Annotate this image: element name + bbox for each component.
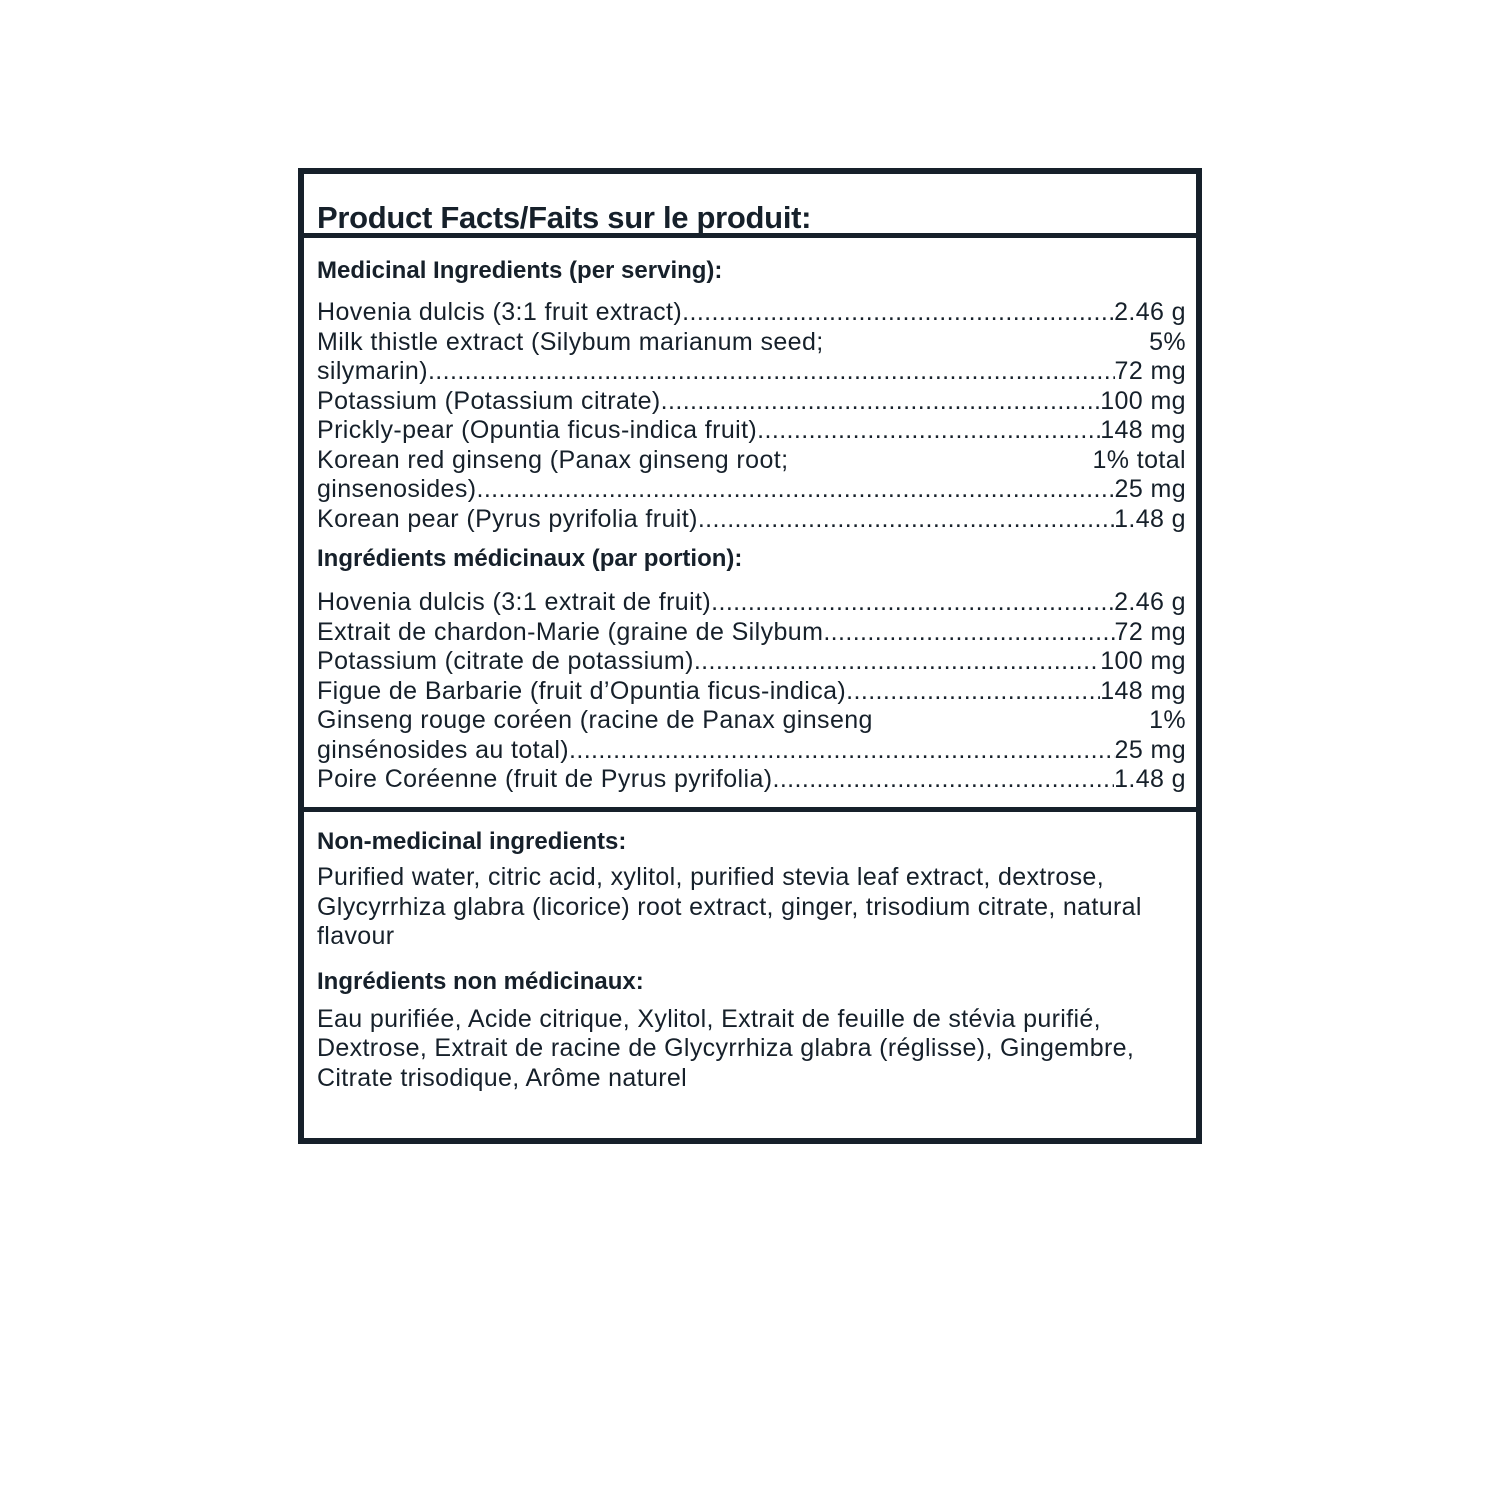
ingredient-amount: 72 mg: [1114, 357, 1186, 385]
leader-dots: [757, 416, 1100, 446]
ingredient-name: Hovenia dulcis (3:1 extrait de fruit): [317, 588, 712, 616]
title-bar: [304, 174, 1196, 238]
medicinal-heading-fr: Ingrédients médicinaux (par portion):: [317, 545, 743, 572]
ingredient-row: [317, 618, 1186, 648]
leader-dots: [694, 647, 1100, 677]
ingredient-amount: 2.46 g: [1114, 298, 1186, 326]
ingredient-name: Extrait de chardon-Marie (graine de Silybum: [317, 617, 824, 646]
panel-title: Product Facts/Faits sur le produit:: [317, 200, 812, 235]
ingredient-name: Ginseng rouge coréen (racine de Panax ginseng: [317, 706, 873, 734]
ingredient-note: 1% total: [1092, 445, 1186, 474]
ingredient-name: Potassium (citrate de potassium): [317, 647, 694, 675]
leader-dots: [846, 677, 1100, 707]
leader-dots: [428, 357, 1115, 387]
ingredient-amount: 1.48 g: [1114, 765, 1186, 793]
leader-dots: [682, 298, 1114, 328]
medicinal-section: [304, 238, 1196, 812]
ingredient-row: [317, 765, 1186, 795]
ingredient-name: Figue de Barbarie (fruit d’Opuntia ficus-indica): [317, 676, 847, 705]
ingredient-amount: 148 mg: [1100, 676, 1186, 705]
non-medicinal-text-fr: Eau purifiée, Acide citrique, Xylitol, Extrait de feuille de stévia purifié, Dextrose, Extrait de racine de Glycyrrhiza glabra (réglisse), Gingembre, Citrate trisodique, Arôme naturel: [317, 1004, 1135, 1092]
non-medicinal-heading-fr: Ingrédients non médicinaux:: [317, 967, 644, 995]
ingredient-name: Poire Coréenne (fruit de Pyrus pyrifolia): [317, 765, 773, 793]
ingredient-name: Korean pear (Pyrus pyrifolia fruit): [317, 504, 698, 533]
product-facts-panel: [298, 168, 1202, 1144]
ingredient-name-continued: silymarin): [317, 357, 428, 385]
ingredient-amount: 2.46 g: [1114, 588, 1186, 616]
ingredient-note: 1%: [1149, 706, 1186, 734]
ingredient-row: [317, 387, 1186, 417]
ingredient-amount: 1.48 g: [1114, 504, 1186, 533]
ingredient-amount: 25 mg: [1114, 475, 1186, 503]
ingredient-name: Prickly-pear (Opuntia ficus-indica fruit): [317, 416, 758, 444]
ingredient-amount: 100 mg: [1100, 386, 1186, 415]
leader-dots: [711, 588, 1114, 618]
ingredient-row: [317, 298, 1186, 328]
ingredient-row: [317, 505, 1186, 535]
ingredient-note: 5%: [1149, 327, 1186, 356]
ingredient-amount: 100 mg: [1100, 647, 1186, 675]
ingredient-amount: 148 mg: [1100, 416, 1186, 444]
ingredient-name: Korean red ginseng (Panax ginseng root;: [317, 445, 789, 474]
non-medicinal-section: [304, 812, 1196, 1093]
ingredient-name-continued: ginsenosides): [317, 475, 477, 503]
non-medicinal-heading-en: Non-medicinal ingredients:: [317, 828, 627, 855]
leader-dots: [772, 765, 1114, 795]
ingredient-row: [317, 677, 1186, 707]
ingredient-name: Milk thistle extract (Silybum marianum seed;: [317, 327, 824, 356]
ingredient-row: [317, 588, 1186, 618]
ingredient-row: [317, 328, 1186, 358]
ingredient-row-continued: [317, 475, 1186, 505]
leader-dots: [569, 736, 1115, 766]
leader-dots: [823, 618, 1114, 648]
leader-dots: [476, 475, 1114, 505]
leader-dots: [661, 387, 1101, 417]
ingredient-row: [317, 416, 1186, 446]
ingredient-row-continued: [317, 736, 1186, 766]
ingredient-name: Hovenia dulcis (3:1 fruit extract): [317, 298, 683, 326]
ingredient-row: [317, 647, 1186, 677]
ingredient-amount: 25 mg: [1114, 735, 1186, 764]
ingredient-amount: 72 mg: [1114, 617, 1186, 646]
ingredient-row: [317, 706, 1186, 736]
leader-dots: [698, 505, 1114, 535]
ingredient-row: [317, 446, 1186, 476]
non-medicinal-text-en: Purified water, citric acid, xylitol, purified stevia leaf extract, dextrose, Glycyrrhiza glabra (licorice) root extract, ginger, trisodium citrate, natural flavour: [317, 863, 1142, 950]
ingredient-row-continued: [317, 357, 1186, 387]
ingredient-name: Potassium (Potassium citrate): [317, 386, 661, 415]
medicinal-heading-en: Medicinal Ingredients (per serving):: [317, 257, 723, 284]
ingredient-name-continued: ginsénosides au total): [317, 735, 570, 764]
